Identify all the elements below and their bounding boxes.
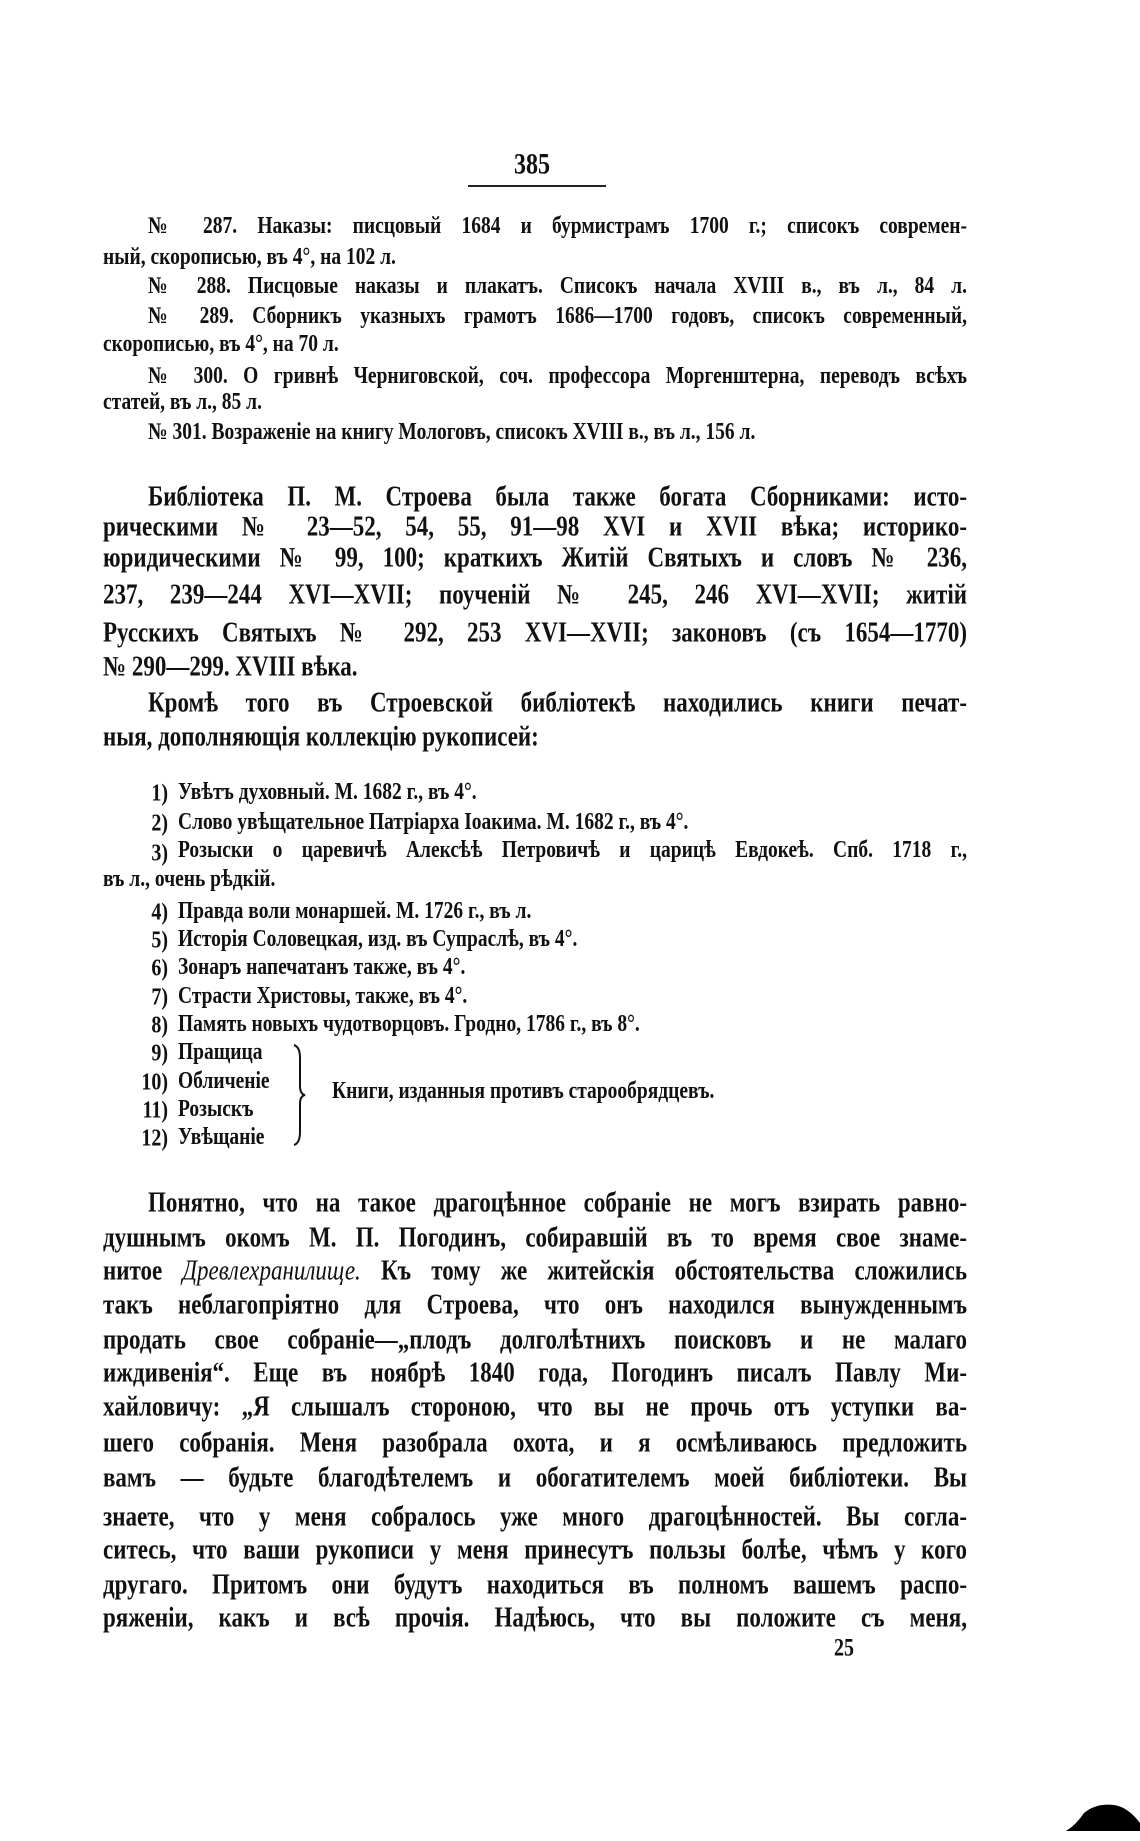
paragraph-line: другаго. Притомъ они будутъ находиться въ полномъ вашемъ распо- <box>103 1569 967 1600</box>
list-item: Исторія Соловецкая, изд. въ Супраслѣ, въ 4°. <box>178 926 578 953</box>
paragraph-line: иждивенія“. Еще въ ноябрѣ 1840 года, Погодинъ писалъ Павлу Ми- <box>103 1357 967 1388</box>
list-number: 8) <box>151 1011 168 1039</box>
list-number: 10) <box>141 1068 168 1096</box>
list-item: Слово увѣщательное Патріарха Іоакима. М. 1682 г., въ 4°. <box>178 809 689 836</box>
list-number: 2) <box>151 809 168 837</box>
paragraph-line: ныя, дополняющія коллекцію рукописей: <box>103 721 539 752</box>
paragraph-line: Русскихъ Святыхъ № 292, 253 XVI—XVII; законовъ (съ 1654—1770) <box>103 617 967 648</box>
catalog-line: № 289. Сборникъ указныхъ грамотъ 1686—1700 годовъ, списокъ современный, <box>148 303 967 330</box>
list-number: 5) <box>151 926 168 954</box>
catalog-line: № 287. Наказы: писцовый 1684 и бурмистрамъ 1700 г.; списокъ современ- <box>148 213 967 240</box>
paragraph-line: такъ неблагопріятно для Строева, что онъ находился вынужденнымъ <box>103 1289 967 1320</box>
list-item: Розыски о царевичѣ Алексѣѣ Петровичѣ и царицѣ Евдокеѣ. Спб. 1718 г., <box>178 837 967 864</box>
list-item: Память новыхъ чудотворцовъ. Гродно, 1786 г., въ 8°. <box>178 1011 640 1038</box>
list-item: Зонаръ напечатанъ также, въ 4°. <box>178 954 466 981</box>
list-item: Увѣтъ духовный. М. 1682 г., въ 4°. <box>178 779 477 806</box>
list-number: 6) <box>151 954 168 982</box>
header-rule <box>468 185 606 187</box>
paragraph-line <box>103 1254 967 1288</box>
scan-artifact-shape <box>1066 1803 1140 1833</box>
list-item: Страсти Христовы, также, въ 4°. <box>178 983 468 1010</box>
list-number: 4) <box>151 898 168 926</box>
paragraph-line: продать свое собраніе—„плодъ долголѣтнихъ поисковъ и не малаго <box>103 1324 967 1355</box>
paragraph-line: рическими № 23—52, 54, 55, 91—98 XVI и XVII вѣка; историко- <box>103 511 967 542</box>
catalog-line: № 288. Писцовые наказы и плакатъ. Списокъ начала XVIII в., въ л., 84 л. <box>148 273 967 300</box>
paragraph-line: Кромѣ того въ Строевской библіотекѣ находились книги печат- <box>148 687 967 718</box>
right-brace-icon <box>292 1044 306 1146</box>
paragraph-line: ситесь, что ваши рукописи у меня принесутъ пользы болѣе, чѣмъ у кого <box>103 1534 967 1565</box>
list-number: 3) <box>151 839 168 867</box>
list-item: Пращица <box>178 1039 263 1066</box>
paragraph-line: 237, 239—244 XVI—XVII; поученій № 245, 246 XVI—XVII; житій <box>103 579 967 610</box>
list-number: 1) <box>151 779 168 807</box>
catalog-line: № 300. О гривнѣ Черниговской, соч. профессора Моргенштерна, переводъ всѣхъ <box>148 363 967 390</box>
list-item: Увѣщаніе <box>178 1124 265 1151</box>
catalog-line: статей, въ л., 85 л. <box>103 389 262 416</box>
paragraph-line: Библіотека П. М. Строева была также богата Сборниками: исто- <box>148 481 967 512</box>
list-number: 7) <box>151 983 168 1011</box>
list-number: 12) <box>141 1124 168 1152</box>
text-span: Къ тому же житейскія обстоятельства сложились <box>360 1255 967 1286</box>
list-item: Обличеніе <box>178 1068 270 1095</box>
catalog-line: № 301. Возраженіе на книгу Мологовъ, списокъ XVIII в., въ л., 156 л. <box>148 419 756 446</box>
books-group-note: Книги, изданныя противъ старообрядцевъ. <box>332 1078 715 1105</box>
paragraph-line: шего собранія. Меня разобрала охота, и я осмѣливаюсь предложить <box>103 1427 967 1458</box>
footer-signature: 25 <box>834 1634 854 1662</box>
catalog-line: ный, скорописью, въ 4°, на 102 л. <box>103 244 396 271</box>
paragraph-line: вамъ — будьте благодѣтелемъ и обогатителемъ моей библіотеки. Вы <box>103 1462 967 1493</box>
paragraph-line: № 290—299. XVIII вѣка. <box>103 651 358 682</box>
paragraph-line: знаете, что у меня собралось уже много драгоцѣнностей. Вы согла- <box>103 1501 967 1532</box>
paragraph-line: Понятно, что на такое драгоцѣнное собраніе не могъ взирать равно- <box>148 1187 967 1218</box>
paragraph-line: душнымъ окомъ М. П. Погодинъ, собиравшій въ то время свое знаме- <box>103 1222 967 1253</box>
paragraph-line: ряженіи, какъ и всѣ прочія. Надѣюсь, что вы положите съ меня, <box>103 1602 967 1633</box>
list-item: Розыскъ <box>178 1096 254 1123</box>
list-number: 9) <box>151 1039 168 1067</box>
paragraph-line: юридическими № 99, 100; краткихъ Житій Святыхъ и словъ № 236, <box>103 542 967 573</box>
page-number: 385 <box>514 148 550 182</box>
italic-title: Древлехранилище. <box>182 1255 361 1286</box>
text-span: нитое <box>103 1255 183 1286</box>
list-item: Правда воли монаршей. М. 1726 г., въ л. <box>178 898 532 925</box>
list-item-continuation: въ л., очень рѣдкій. <box>103 866 276 893</box>
list-number: 11) <box>142 1096 168 1124</box>
catalog-line: скорописью, въ 4°, на 70 л. <box>103 331 339 358</box>
paragraph-line: хайловичу: „Я слышалъ стороною, что вы не прочь отъ уступки ва- <box>103 1391 967 1422</box>
